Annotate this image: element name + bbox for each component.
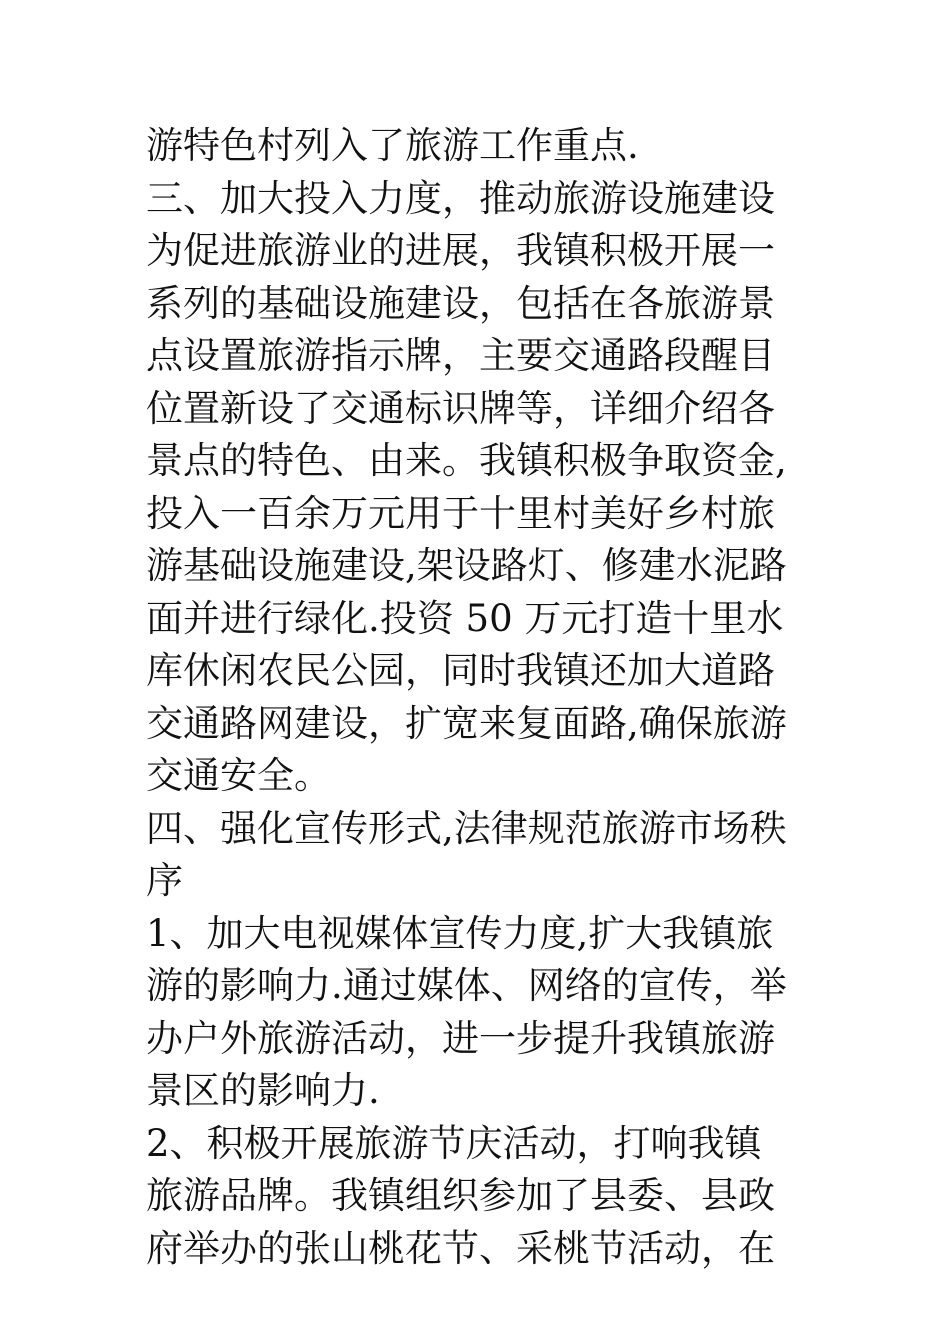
- section-heading: 四、强化宣传形式,法律规范旅游市场秩: [146, 806, 787, 850]
- text-line: 投入一百余万元用于十里村美好乡村旅: [146, 491, 775, 535]
- text-line: 点设置旅游指示牌，主要交通路段醒目: [146, 334, 775, 377]
- text-line: 系列的基础设施建设，包括在各旅游景: [146, 281, 775, 325]
- text-line: 旅游品牌。我镇组织参加了县委、县政: [146, 1174, 775, 1217]
- list-item-heading: 1、加大电视媒体宣传力度,扩大我镇旅: [146, 911, 774, 955]
- text-line: 办户外旅游活动，进一步提升我镇旅游: [146, 1016, 775, 1060]
- section-heading-continued: 序: [146, 859, 183, 902]
- text-line: 交通安全。: [146, 754, 331, 797]
- section-heading: 三、加大投入力度，推动旅游设施建设: [146, 176, 775, 220]
- text-line: 景点的特色、由来。我镇积极争取资金,: [146, 439, 787, 482]
- text-line: 游特色村列入了旅游工作重点.: [146, 124, 639, 167]
- text-line: 府举办的张山桃花节、采桃节活动，在: [146, 1226, 775, 1270]
- text-line: 面并进行绿化.投资 50 万元打造十里水: [146, 596, 784, 640]
- list-item-heading: 2、积极开展旅游节庆活动，打响我镇: [146, 1121, 762, 1165]
- text-line: 游基础设施建设,架设路灯、修建水泥路: [146, 544, 787, 587]
- text-line: 交通路网建设，扩宽来复面路,确保旅游: [146, 701, 787, 745]
- text-line: 游的影响力.通过媒体、网络的宣传，举: [146, 964, 787, 1007]
- text-line: 库休闲农民公园，同时我镇还加大道路: [146, 649, 775, 692]
- text-line: 景区的影响力.: [146, 1069, 380, 1112]
- text-line: 位置新设了交通标识牌等，详细介绍各: [146, 386, 775, 430]
- document-body: [146, 120, 816, 1275]
- text-line: 为促进旅游业的进展，我镇积极开展一: [146, 229, 775, 272]
